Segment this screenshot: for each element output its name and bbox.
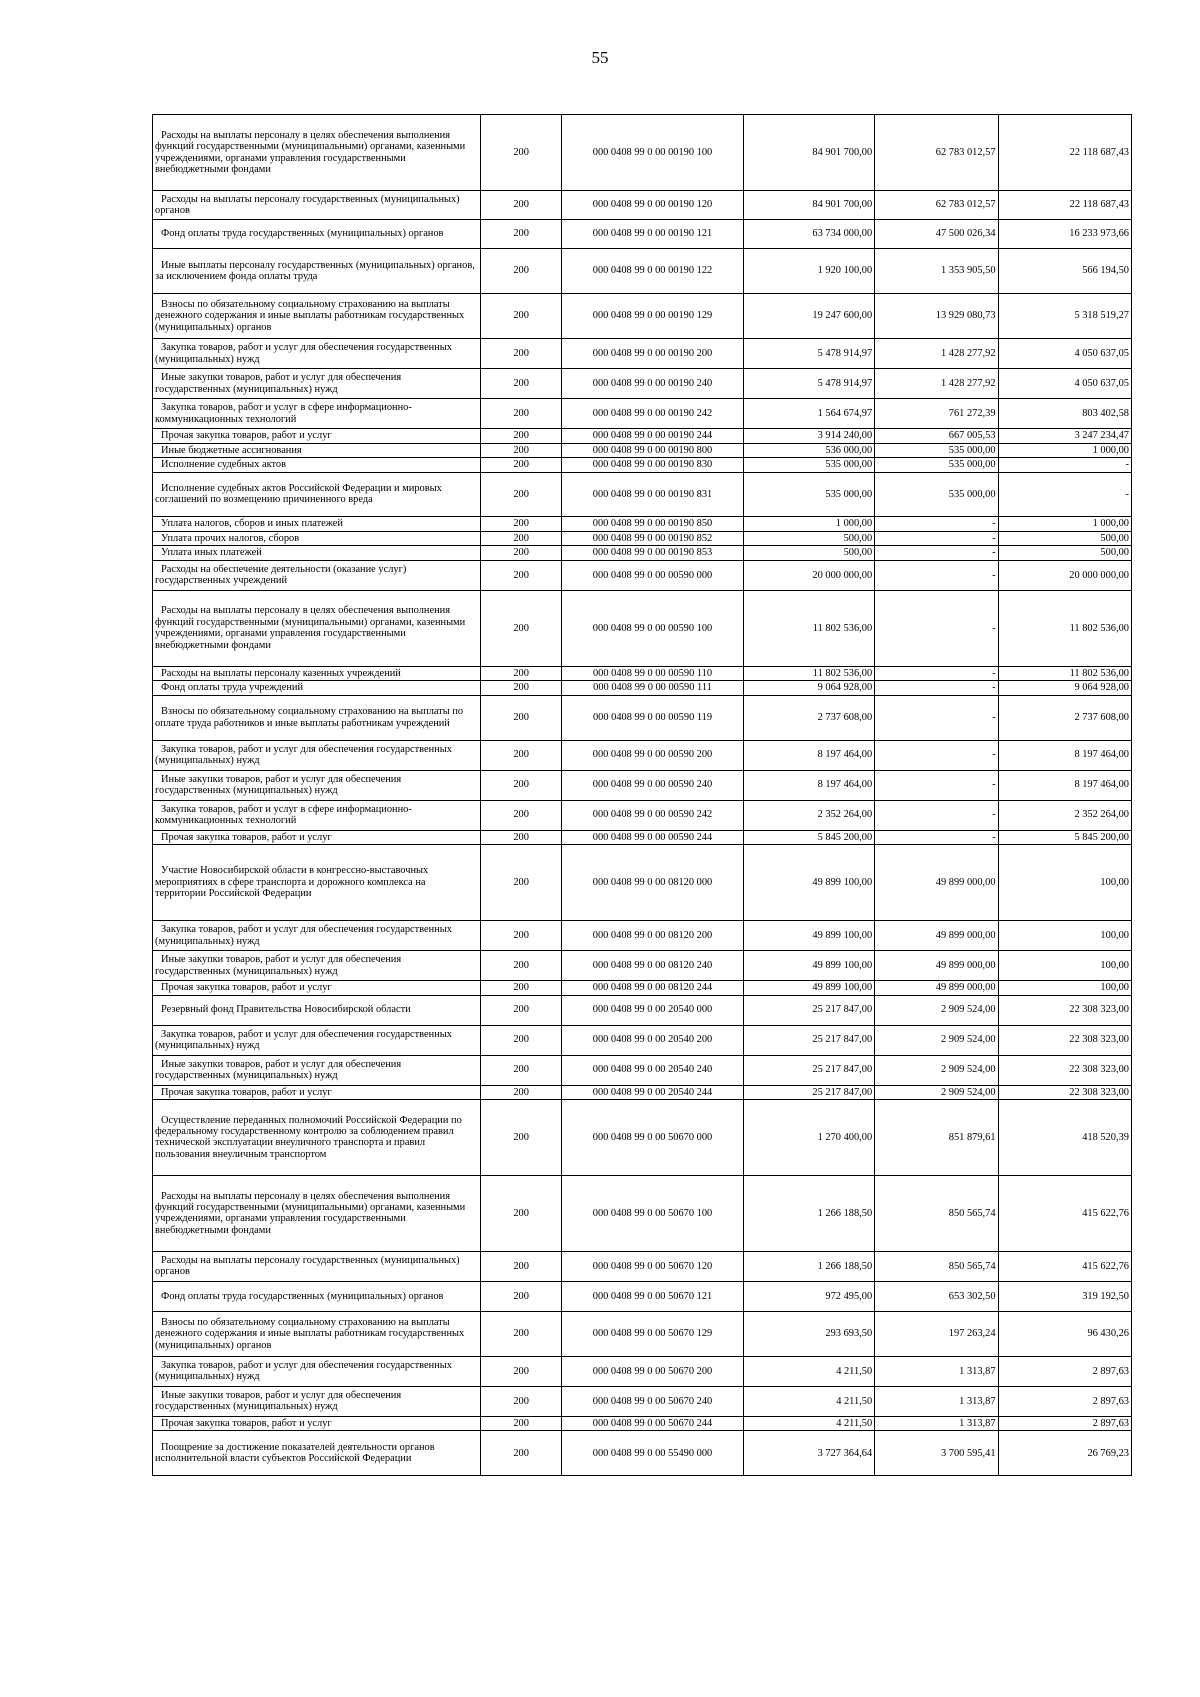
row-approved-cell: 4 211,50 <box>743 1416 874 1430</box>
table-row <box>153 249 1132 294</box>
row-code-cell: 200 <box>481 681 562 695</box>
table-row <box>153 472 1132 516</box>
row-executed-cell: 1 313,87 <box>875 1386 998 1416</box>
row-budget-code-cell: 000 0408 99 0 00 08120 000 <box>562 845 744 921</box>
row-budget-code-cell: 000 0408 99 0 00 00190 121 <box>562 220 744 249</box>
row-unexecuted-cell: 22 308 323,00 <box>998 1025 1131 1055</box>
table-row <box>153 294 1132 339</box>
row-unexecuted-cell: 100,00 <box>998 951 1131 981</box>
table-row <box>153 770 1132 800</box>
row-executed-cell: 2 909 524,00 <box>875 1025 998 1055</box>
table-body <box>153 115 1132 1476</box>
row-code-cell: 200 <box>481 249 562 294</box>
row-approved-cell: 25 217 847,00 <box>743 1025 874 1055</box>
row-budget-code-cell: 000 0408 99 0 00 55490 000 <box>562 1431 744 1476</box>
row-unexecuted-cell: 500,00 <box>998 531 1131 545</box>
table-row <box>153 995 1132 1025</box>
row-executed-cell: 535 000,00 <box>875 444 998 458</box>
row-unexecuted-cell: 100,00 <box>998 845 1131 921</box>
table-row <box>153 546 1132 560</box>
row-name-cell: Расходы на выплаты персоналу государственных (муниципальных) органов <box>153 1251 481 1281</box>
table-row <box>153 845 1132 921</box>
row-approved-cell: 49 899 100,00 <box>743 845 874 921</box>
table-row <box>153 590 1132 666</box>
row-budget-code-cell: 000 0408 99 0 00 08120 240 <box>562 951 744 981</box>
row-executed-cell: 49 899 000,00 <box>875 845 998 921</box>
row-unexecuted-cell: 3 247 234,47 <box>998 429 1131 444</box>
row-code-cell: 200 <box>481 995 562 1025</box>
row-approved-cell: 536 000,00 <box>743 444 874 458</box>
row-unexecuted-cell: 1 000,00 <box>998 516 1131 531</box>
table-row <box>153 399 1132 429</box>
row-budget-code-cell: 000 0408 99 0 00 20540 240 <box>562 1055 744 1085</box>
row-budget-code-cell: 000 0408 99 0 00 00190 100 <box>562 115 744 191</box>
row-executed-cell: 49 899 000,00 <box>875 921 998 951</box>
row-approved-cell: 5 845 200,00 <box>743 830 874 844</box>
row-executed-cell: 2 909 524,00 <box>875 1085 998 1099</box>
row-budget-code-cell: 000 0408 99 0 00 08120 244 <box>562 981 744 995</box>
row-approved-cell: 49 899 100,00 <box>743 921 874 951</box>
budget-execution-table <box>152 114 1132 1476</box>
row-budget-code-cell: 000 0408 99 0 00 00590 119 <box>562 695 744 740</box>
row-approved-cell: 63 734 000,00 <box>743 220 874 249</box>
row-executed-cell: - <box>875 560 998 590</box>
row-code-cell: 200 <box>481 590 562 666</box>
table-row <box>153 1281 1132 1311</box>
row-executed-cell: - <box>875 531 998 545</box>
table-row <box>153 1099 1132 1175</box>
row-approved-cell: 49 899 100,00 <box>743 951 874 981</box>
table-row <box>153 1055 1132 1085</box>
row-unexecuted-cell: 4 050 637,05 <box>998 339 1131 369</box>
row-unexecuted-cell: 4 050 637,05 <box>998 369 1131 399</box>
table-row <box>153 339 1132 369</box>
row-budget-code-cell: 000 0408 99 0 00 00190 120 <box>562 191 744 220</box>
table-row <box>153 516 1132 531</box>
row-budget-code-cell: 000 0408 99 0 00 00590 000 <box>562 560 744 590</box>
row-code-cell: 200 <box>481 695 562 740</box>
row-code-cell: 200 <box>481 531 562 545</box>
row-executed-cell: 47 500 026,34 <box>875 220 998 249</box>
row-unexecuted-cell: 2 737 608,00 <box>998 695 1131 740</box>
row-approved-cell: 8 197 464,00 <box>743 770 874 800</box>
row-unexecuted-cell: 319 192,50 <box>998 1281 1131 1311</box>
row-approved-cell: 1 920 100,00 <box>743 249 874 294</box>
table-row <box>153 1356 1132 1386</box>
row-name-cell: Поощрение за достижение показателей деятельности органов исполнительной власти субъектов Российской Федерации <box>153 1431 481 1476</box>
table-row <box>153 1431 1132 1476</box>
row-unexecuted-cell: 418 520,39 <box>998 1099 1131 1175</box>
row-unexecuted-cell: 96 430,26 <box>998 1311 1131 1356</box>
row-name-cell: Иные закупки товаров, работ и услуг для обеспечения государственных (муниципальных) нужд <box>153 770 481 800</box>
row-approved-cell: 84 901 700,00 <box>743 115 874 191</box>
row-name-cell: Расходы на выплаты персоналу в целях обеспечения выполнения функций государственными (муниципальными) органами, казенными учреждениями, органами управления государственными внебюджетными фондами <box>153 590 481 666</box>
row-budget-code-cell: 000 0408 99 0 00 20540 200 <box>562 1025 744 1055</box>
row-unexecuted-cell: 2 897,63 <box>998 1356 1131 1386</box>
row-code-cell: 200 <box>481 294 562 339</box>
row-executed-cell: - <box>875 800 998 830</box>
row-budget-code-cell: 000 0408 99 0 00 20540 244 <box>562 1085 744 1099</box>
row-name-cell: Иные выплаты персоналу государственных (муниципальных) органов, за исключением фонда оплаты труда <box>153 249 481 294</box>
table-row <box>153 220 1132 249</box>
row-approved-cell: 8 197 464,00 <box>743 740 874 770</box>
row-budget-code-cell: 000 0408 99 0 00 50670 000 <box>562 1099 744 1175</box>
row-name-cell: Закупка товаров, работ и услуг для обеспечения государственных (муниципальных) нужд <box>153 1356 481 1386</box>
row-executed-cell: 62 783 012,57 <box>875 191 998 220</box>
table-row <box>153 1025 1132 1055</box>
row-name-cell: Расходы на выплаты персоналу казенных учреждений <box>153 666 481 680</box>
row-code-cell: 200 <box>481 1055 562 1085</box>
row-approved-cell: 500,00 <box>743 531 874 545</box>
row-unexecuted-cell: 9 064 928,00 <box>998 681 1131 695</box>
row-unexecuted-cell: 20 000 000,00 <box>998 560 1131 590</box>
row-budget-code-cell: 000 0408 99 0 00 00190 122 <box>562 249 744 294</box>
row-code-cell: 200 <box>481 1025 562 1055</box>
row-executed-cell: 667 005,53 <box>875 429 998 444</box>
row-budget-code-cell: 000 0408 99 0 00 50670 244 <box>562 1416 744 1430</box>
row-executed-cell: 1 313,87 <box>875 1356 998 1386</box>
table-row <box>153 531 1132 545</box>
row-executed-cell: 761 272,39 <box>875 399 998 429</box>
row-name-cell: Расходы на выплаты персоналу в целях обеспечения выполнения функций государственными (муниципальными) органами, казенными учреждениями, органами управления государственными внебюджетными фондами <box>153 115 481 191</box>
row-name-cell: Иные закупки товаров, работ и услуг для обеспечения государственных (муниципальных) нужд <box>153 951 481 981</box>
row-name-cell: Резервный фонд Правительства Новосибирской области <box>153 995 481 1025</box>
row-budget-code-cell: 000 0408 99 0 00 50670 240 <box>562 1386 744 1416</box>
row-unexecuted-cell: 2 897,63 <box>998 1386 1131 1416</box>
row-name-cell: Иные бюджетные ассигнования <box>153 444 481 458</box>
row-executed-cell: - <box>875 590 998 666</box>
table-row <box>153 921 1132 951</box>
row-approved-cell: 84 901 700,00 <box>743 191 874 220</box>
row-name-cell: Расходы на обеспечение деятельности (оказание услуг) государственных учреждений <box>153 560 481 590</box>
row-executed-cell: - <box>875 695 998 740</box>
row-executed-cell: - <box>875 666 998 680</box>
row-name-cell: Иные закупки товаров, работ и услуг для обеспечения государственных (муниципальных) нужд <box>153 1055 481 1085</box>
row-approved-cell: 20 000 000,00 <box>743 560 874 590</box>
row-budget-code-cell: 000 0408 99 0 00 00190 244 <box>562 429 744 444</box>
row-executed-cell: 1 428 277,92 <box>875 369 998 399</box>
row-unexecuted-cell: 100,00 <box>998 981 1131 995</box>
row-code-cell: 200 <box>481 1251 562 1281</box>
row-code-cell: 200 <box>481 951 562 981</box>
row-code-cell: 200 <box>481 339 562 369</box>
row-name-cell: Иные закупки товаров, работ и услуг для обеспечения государственных (муниципальных) нужд <box>153 369 481 399</box>
row-name-cell: Расходы на выплаты персоналу государственных (муниципальных) органов <box>153 191 481 220</box>
table-row <box>153 1175 1132 1251</box>
row-budget-code-cell: 000 0408 99 0 00 00190 853 <box>562 546 744 560</box>
row-code-cell: 200 <box>481 1099 562 1175</box>
row-budget-code-cell: 000 0408 99 0 00 50670 129 <box>562 1311 744 1356</box>
row-approved-cell: 19 247 600,00 <box>743 294 874 339</box>
row-approved-cell: 5 478 914,97 <box>743 369 874 399</box>
row-executed-cell: 535 000,00 <box>875 472 998 516</box>
row-budget-code-cell: 000 0408 99 0 00 00590 100 <box>562 590 744 666</box>
row-executed-cell: - <box>875 681 998 695</box>
row-approved-cell: 9 064 928,00 <box>743 681 874 695</box>
row-name-cell: Уплата налогов, сборов и иных платежей <box>153 516 481 531</box>
row-approved-cell: 1 564 674,97 <box>743 399 874 429</box>
row-executed-cell: 2 909 524,00 <box>875 995 998 1025</box>
row-approved-cell: 1 266 188,50 <box>743 1251 874 1281</box>
row-unexecuted-cell: 11 802 536,00 <box>998 666 1131 680</box>
row-budget-code-cell: 000 0408 99 0 00 00590 111 <box>562 681 744 695</box>
row-name-cell: Закупка товаров, работ и услуг для обеспечения государственных (муниципальных) нужд <box>153 740 481 770</box>
row-code-cell: 200 <box>481 516 562 531</box>
row-code-cell: 200 <box>481 981 562 995</box>
row-budget-code-cell: 000 0408 99 0 00 00190 200 <box>562 339 744 369</box>
row-executed-cell: 1 428 277,92 <box>875 339 998 369</box>
row-approved-cell: 11 802 536,00 <box>743 590 874 666</box>
row-executed-cell: 49 899 000,00 <box>875 981 998 995</box>
row-budget-code-cell: 000 0408 99 0 00 50670 120 <box>562 1251 744 1281</box>
row-approved-cell: 972 495,00 <box>743 1281 874 1311</box>
row-code-cell: 200 <box>481 444 562 458</box>
row-executed-cell: 49 899 000,00 <box>875 951 998 981</box>
page-number: 55 <box>591 48 609 67</box>
row-code-cell: 200 <box>481 1431 562 1476</box>
row-budget-code-cell: 000 0408 99 0 00 00590 242 <box>562 800 744 830</box>
table-row <box>153 458 1132 472</box>
row-unexecuted-cell: 22 308 323,00 <box>998 995 1131 1025</box>
row-budget-code-cell: 000 0408 99 0 00 00190 242 <box>562 399 744 429</box>
row-code-cell: 200 <box>481 369 562 399</box>
table-row <box>153 560 1132 590</box>
row-unexecuted-cell: 500,00 <box>998 546 1131 560</box>
row-budget-code-cell: 000 0408 99 0 00 00590 244 <box>562 830 744 844</box>
row-executed-cell: 62 783 012,57 <box>875 115 998 191</box>
row-code-cell: 200 <box>481 115 562 191</box>
row-code-cell: 200 <box>481 830 562 844</box>
row-approved-cell: 2 352 264,00 <box>743 800 874 830</box>
row-unexecuted-cell: 8 197 464,00 <box>998 770 1131 800</box>
table-row <box>153 369 1132 399</box>
row-executed-cell: 1 313,87 <box>875 1416 998 1430</box>
row-code-cell: 200 <box>481 770 562 800</box>
row-approved-cell: 2 737 608,00 <box>743 695 874 740</box>
row-executed-cell: 2 909 524,00 <box>875 1055 998 1085</box>
row-name-cell: Прочая закупка товаров, работ и услуг <box>153 830 481 844</box>
row-code-cell: 200 <box>481 1281 562 1311</box>
row-budget-code-cell: 000 0408 99 0 00 00590 110 <box>562 666 744 680</box>
row-code-cell: 200 <box>481 845 562 921</box>
table-row <box>153 444 1132 458</box>
row-executed-cell: 1 353 905,50 <box>875 249 998 294</box>
row-unexecuted-cell: 566 194,50 <box>998 249 1131 294</box>
table-row <box>153 115 1132 191</box>
row-name-cell: Закупка товаров, работ и услуг в сфере информационно-коммуникационных технологий <box>153 399 481 429</box>
row-name-cell: Уплата прочих налогов, сборов <box>153 531 481 545</box>
row-name-cell: Прочая закупка товаров, работ и услуг <box>153 1085 481 1099</box>
row-code-cell: 200 <box>481 191 562 220</box>
row-executed-cell: 535 000,00 <box>875 458 998 472</box>
row-executed-cell: 653 302,50 <box>875 1281 998 1311</box>
row-approved-cell: 3 727 364,64 <box>743 1431 874 1476</box>
row-budget-code-cell: 000 0408 99 0 00 00190 852 <box>562 531 744 545</box>
row-unexecuted-cell: 100,00 <box>998 921 1131 951</box>
row-name-cell: Закупка товаров, работ и услуг в сфере информационно-коммуникационных технологий <box>153 800 481 830</box>
row-code-cell: 200 <box>481 399 562 429</box>
row-name-cell: Фонд оплаты труда государственных (муниципальных) органов <box>153 1281 481 1311</box>
row-approved-cell: 4 211,50 <box>743 1386 874 1416</box>
row-name-cell: Осуществление переданных полномочий Российской Федерации по федеральному государственному контролю за соблюдением правил технической эксплуатации внеуличного транспорта и правил пользования внеуличным транспортом <box>153 1099 481 1175</box>
row-budget-code-cell: 000 0408 99 0 00 20540 000 <box>562 995 744 1025</box>
row-unexecuted-cell: 2 897,63 <box>998 1416 1131 1430</box>
table-row <box>153 695 1132 740</box>
row-unexecuted-cell: 5 318 519,27 <box>998 294 1131 339</box>
row-name-cell: Закупка товаров, работ и услуг для обеспечения государственных (муниципальных) нужд <box>153 339 481 369</box>
row-approved-cell: 500,00 <box>743 546 874 560</box>
row-approved-cell: 3 914 240,00 <box>743 429 874 444</box>
row-budget-code-cell: 000 0408 99 0 00 00190 850 <box>562 516 744 531</box>
row-name-cell: Прочая закупка товаров, работ и услуг <box>153 1416 481 1430</box>
table-row <box>153 1416 1132 1430</box>
row-name-cell: Расходы на выплаты персоналу в целях обеспечения выполнения функций государственными (муниципальными) органами, казенными учреждениями, органами управления государственными внебюджетными фондами <box>153 1175 481 1251</box>
row-name-cell: Исполнение судебных актов Российской Федерации и мировых соглашений по возмещению причиненного вреда <box>153 472 481 516</box>
row-executed-cell: 197 263,24 <box>875 1311 998 1356</box>
row-budget-code-cell: 000 0408 99 0 00 00190 831 <box>562 472 744 516</box>
row-code-cell: 200 <box>481 1416 562 1430</box>
row-name-cell: Закупка товаров, работ и услуг для обеспечения государственных (муниципальных) нужд <box>153 1025 481 1055</box>
row-name-cell: Прочая закупка товаров, работ и услуг <box>153 981 481 995</box>
table-row <box>153 1251 1132 1281</box>
row-code-cell: 200 <box>481 546 562 560</box>
row-name-cell: Прочая закупка товаров, работ и услуг <box>153 429 481 444</box>
row-executed-cell: 850 565,74 <box>875 1251 998 1281</box>
row-name-cell: Фонд оплаты труда учреждений <box>153 681 481 695</box>
row-approved-cell: 535 000,00 <box>743 472 874 516</box>
row-executed-cell: - <box>875 830 998 844</box>
row-budget-code-cell: 000 0408 99 0 00 08120 200 <box>562 921 744 951</box>
table-row <box>153 740 1132 770</box>
row-budget-code-cell: 000 0408 99 0 00 50670 100 <box>562 1175 744 1251</box>
table-row <box>153 800 1132 830</box>
row-budget-code-cell: 000 0408 99 0 00 00190 240 <box>562 369 744 399</box>
row-code-cell: 200 <box>481 429 562 444</box>
table-row <box>153 830 1132 844</box>
row-code-cell: 200 <box>481 666 562 680</box>
row-unexecuted-cell: 22 308 323,00 <box>998 1085 1131 1099</box>
row-name-cell: Взносы по обязательному социальному страхованию на выплаты по оплате труда работников и иные выплаты работникам учреждений <box>153 695 481 740</box>
row-name-cell: Иные закупки товаров, работ и услуг для обеспечения государственных (муниципальных) нужд <box>153 1386 481 1416</box>
table-row <box>153 1386 1132 1416</box>
row-unexecuted-cell: - <box>998 472 1131 516</box>
row-unexecuted-cell: 8 197 464,00 <box>998 740 1131 770</box>
row-unexecuted-cell: - <box>998 458 1131 472</box>
row-budget-code-cell: 000 0408 99 0 00 50670 200 <box>562 1356 744 1386</box>
row-code-cell: 200 <box>481 560 562 590</box>
row-approved-cell: 293 693,50 <box>743 1311 874 1356</box>
row-approved-cell: 1 000,00 <box>743 516 874 531</box>
row-name-cell: Исполнение судебных актов <box>153 458 481 472</box>
row-name-cell: Уплата иных платежей <box>153 546 481 560</box>
row-unexecuted-cell: 5 845 200,00 <box>998 830 1131 844</box>
row-code-cell: 200 <box>481 921 562 951</box>
row-approved-cell: 25 217 847,00 <box>743 995 874 1025</box>
row-executed-cell: - <box>875 516 998 531</box>
row-unexecuted-cell: 415 622,76 <box>998 1175 1131 1251</box>
row-executed-cell: 3 700 595,41 <box>875 1431 998 1476</box>
row-unexecuted-cell: 16 233 973,66 <box>998 220 1131 249</box>
table-row <box>153 681 1132 695</box>
row-budget-code-cell: 000 0408 99 0 00 00590 200 <box>562 740 744 770</box>
row-name-cell: Взносы по обязательному социальному страхованию на выплаты денежного содержания и иные выплаты работникам государственных (муниципальных) органов <box>153 294 481 339</box>
table-row <box>153 429 1132 444</box>
row-unexecuted-cell: 803 402,58 <box>998 399 1131 429</box>
table-row <box>153 951 1132 981</box>
row-name-cell: Фонд оплаты труда государственных (муниципальных) органов <box>153 220 481 249</box>
row-budget-code-cell: 000 0408 99 0 00 00590 240 <box>562 770 744 800</box>
row-executed-cell: - <box>875 740 998 770</box>
row-budget-code-cell: 000 0408 99 0 00 00190 830 <box>562 458 744 472</box>
row-approved-cell: 1 266 188,50 <box>743 1175 874 1251</box>
row-unexecuted-cell: 2 352 264,00 <box>998 800 1131 830</box>
row-executed-cell: 13 929 080,73 <box>875 294 998 339</box>
table-row <box>153 666 1132 680</box>
row-unexecuted-cell: 22 308 323,00 <box>998 1055 1131 1085</box>
row-code-cell: 200 <box>481 1085 562 1099</box>
row-unexecuted-cell: 22 118 687,43 <box>998 115 1131 191</box>
row-code-cell: 200 <box>481 1356 562 1386</box>
row-approved-cell: 11 802 536,00 <box>743 666 874 680</box>
row-approved-cell: 535 000,00 <box>743 458 874 472</box>
row-budget-code-cell: 000 0408 99 0 00 00190 800 <box>562 444 744 458</box>
row-name-cell: Взносы по обязательному социальному страхованию на выплаты денежного содержания и иные выплаты работникам государственных (муниципальных) органов <box>153 1311 481 1356</box>
row-approved-cell: 4 211,50 <box>743 1356 874 1386</box>
row-executed-cell: - <box>875 546 998 560</box>
row-unexecuted-cell: 1 000,00 <box>998 444 1131 458</box>
row-code-cell: 200 <box>481 1386 562 1416</box>
row-executed-cell: 851 879,61 <box>875 1099 998 1175</box>
row-code-cell: 200 <box>481 1311 562 1356</box>
row-approved-cell: 5 478 914,97 <box>743 339 874 369</box>
row-executed-cell: - <box>875 770 998 800</box>
row-code-cell: 200 <box>481 472 562 516</box>
row-approved-cell: 1 270 400,00 <box>743 1099 874 1175</box>
row-approved-cell: 25 217 847,00 <box>743 1055 874 1085</box>
row-unexecuted-cell: 22 118 687,43 <box>998 191 1131 220</box>
row-code-cell: 200 <box>481 220 562 249</box>
row-budget-code-cell: 000 0408 99 0 00 00190 129 <box>562 294 744 339</box>
row-code-cell: 200 <box>481 458 562 472</box>
table-row <box>153 191 1132 220</box>
row-name-cell: Закупка товаров, работ и услуг для обеспечения государственных (муниципальных) нужд <box>153 921 481 951</box>
row-unexecuted-cell: 26 769,23 <box>998 1431 1131 1476</box>
row-unexecuted-cell: 415 622,76 <box>998 1251 1131 1281</box>
row-approved-cell: 25 217 847,00 <box>743 1085 874 1099</box>
table-row <box>153 1085 1132 1099</box>
table-row <box>153 981 1132 995</box>
row-unexecuted-cell: 11 802 536,00 <box>998 590 1131 666</box>
row-name-cell: Участие Новосибирской области в конгрессно-выставочных мероприятиях в сфере транспорта и дорожного комплекса на территории Российской Федерации <box>153 845 481 921</box>
row-code-cell: 200 <box>481 800 562 830</box>
row-approved-cell: 49 899 100,00 <box>743 981 874 995</box>
row-code-cell: 200 <box>481 740 562 770</box>
row-executed-cell: 850 565,74 <box>875 1175 998 1251</box>
row-code-cell: 200 <box>481 1175 562 1251</box>
row-budget-code-cell: 000 0408 99 0 00 50670 121 <box>562 1281 744 1311</box>
table-row <box>153 1311 1132 1356</box>
